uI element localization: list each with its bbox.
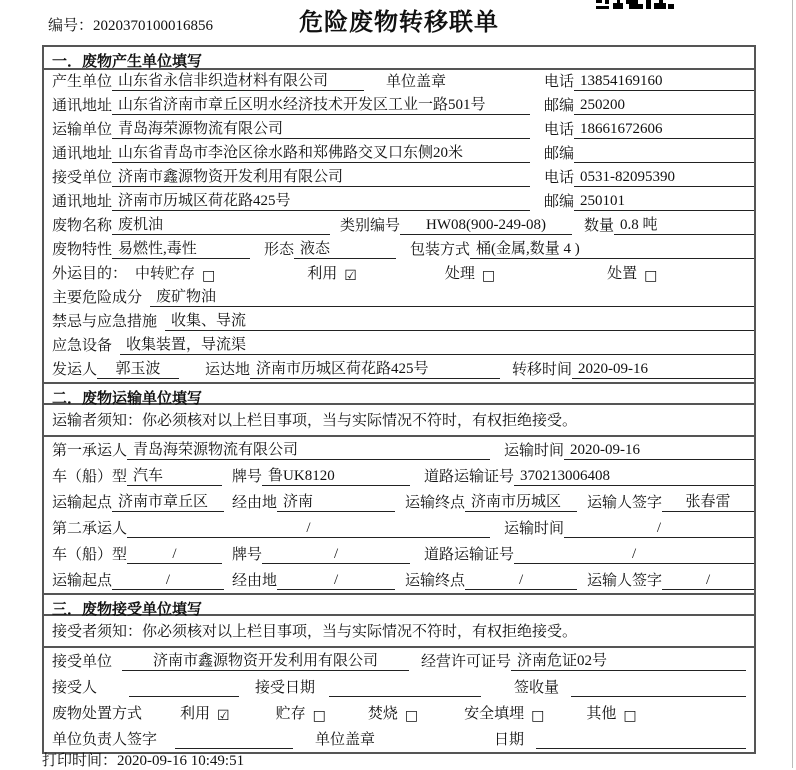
carrier-value: / <box>127 520 490 538</box>
waste-name-row <box>44 214 754 238</box>
license-label: 经营许可证号 <box>420 654 511 670</box>
origin-value: / <box>112 572 224 590</box>
transport-time-value: / <box>564 520 754 538</box>
waste-name-label: 废物名称 <box>52 218 113 234</box>
phone-label: 电话 <box>543 170 574 186</box>
receiver-notice: 接受者须知：你必须核对以上栏目事项，当与实际情况不符时，有权拒绝接受。 <box>44 616 754 648</box>
vehicle-row-1 <box>44 463 754 489</box>
zip-value: 250101 <box>574 193 754 211</box>
via-value: 济南 <box>277 490 395 512</box>
signed-qty-value <box>571 696 746 697</box>
receiver-value: 济南市鑫源物资开发利用有限公司 <box>112 165 530 187</box>
carrier-label: 第一承运人 <box>52 443 128 459</box>
checkbox-transfer-storage-icon: □ <box>202 268 216 284</box>
carrier-sign-label: 运输人签字 <box>587 573 663 589</box>
option-dispose: 处置 <box>607 266 638 282</box>
shipper-row <box>44 358 754 382</box>
acceptor-value <box>129 696 239 697</box>
purpose-row <box>44 262 754 286</box>
vehicle-row-2 <box>44 541 754 567</box>
vehicle-type-value: / <box>127 546 222 564</box>
vehicle-type-label: 车（船）型 <box>52 547 128 563</box>
phone-value: 0531-82095390 <box>574 169 754 187</box>
taboo-row <box>44 310 754 334</box>
license-value: 济南危证02号 <box>511 649 746 671</box>
address-value: 济南市历城区荷花路425号 <box>112 189 530 211</box>
endpoint-value: 济南市历城区 <box>465 490 577 512</box>
zip-value <box>574 162 754 163</box>
transport-time-label: 运输时间 <box>503 443 564 459</box>
page-edge-divider <box>792 0 793 768</box>
road-permit-value: / <box>514 546 754 564</box>
vehicle-type-value: 汽车 <box>127 464 222 486</box>
print-time <box>42 749 244 770</box>
vehicle-type-label: 车（船）型 <box>52 469 128 485</box>
checkbox-utilize-checked-icon: ☑ <box>344 268 357 284</box>
destination-value: 济南市历城区荷花路425号 <box>250 357 500 379</box>
hazard-value: 废矿物油 <box>150 285 754 307</box>
address-label: 通讯地址 <box>52 146 113 162</box>
waste-character-row <box>44 238 754 262</box>
date-value <box>536 748 746 749</box>
plate-value: 鲁UK8120 <box>262 464 410 486</box>
equipment-label: 应急设备 <box>52 338 113 354</box>
phone-value: 18661672606 <box>574 121 754 139</box>
checkbox-other-icon: □ <box>623 708 637 724</box>
endpoint-label: 运输终点 <box>405 573 466 589</box>
print-time-value: 2020-09-16 10:49:51 <box>117 753 245 769</box>
section-producer <box>44 47 754 382</box>
acceptor-label: 接受人 <box>52 680 98 696</box>
checkbox-dispose-icon: □ <box>644 268 658 284</box>
quantity-label: 数量 <box>584 218 615 234</box>
endpoint-label: 运输终点 <box>405 495 466 511</box>
option-treat: 处理 <box>444 266 475 282</box>
road-permit-value: 370213006408 <box>514 468 754 486</box>
form-value: 液态 <box>294 237 396 259</box>
address-label: 通讯地址 <box>52 98 113 114</box>
shipper-label: 发运人 <box>52 362 98 378</box>
option-transfer-storage: 中转贮存 <box>135 266 196 282</box>
origin-label: 运输起点 <box>52 495 113 511</box>
checkbox-treat-icon: □ <box>481 268 496 284</box>
equipment-value: 收集装置，导流渠 <box>120 333 754 355</box>
page-title: 危险废物转移联单 <box>299 10 499 36</box>
quantity-value: 0.8 吨 <box>614 213 754 235</box>
transporter-address-row <box>44 142 754 166</box>
producer-value: 山东省永信非织造材料有限公司 <box>112 69 364 91</box>
phone-label: 电话 <box>543 74 574 90</box>
carrier-sign-value: / <box>662 572 754 590</box>
checkbox-utilize-checked-icon: ☑ <box>217 708 230 724</box>
serial-label: 编号： <box>48 18 94 34</box>
address-label: 通讯地址 <box>52 194 113 210</box>
category-value: HW08(900-249-08) <box>400 217 572 235</box>
road-permit-label: 道路运输证号 <box>424 469 515 485</box>
unit-seal-label: 单位盖章 <box>315 732 376 748</box>
zip-value: 250200 <box>574 97 754 115</box>
shipper-value: 郭玉波 <box>97 357 179 379</box>
print-time-label: 打印时间： <box>42 753 118 769</box>
accept-date-value <box>329 696 481 697</box>
origin-label: 运输起点 <box>52 573 113 589</box>
carrier-sign-label: 运输人签字 <box>587 495 663 511</box>
via-value: / <box>277 572 395 590</box>
signed-qty-label: 签收量 <box>513 680 559 696</box>
transfer-time-label: 转移时间 <box>512 362 573 378</box>
date-label: 日期 <box>493 732 524 748</box>
destination-label: 运达地 <box>205 362 251 378</box>
transporter-row <box>44 118 754 142</box>
transfer-time-value: 2020-09-16 <box>572 361 754 379</box>
checkbox-incinerate-icon: □ <box>404 708 419 724</box>
disposal-method-label: 废物处置方式 <box>52 706 143 722</box>
address-value: 山东省青岛市李沧区徐水路和郑佛路交叉口东侧20米 <box>112 141 530 163</box>
accept-unit-value: 济南市鑫源物资开发利用有限公司 <box>122 649 409 671</box>
transporter-notice: 运输者须知：你必须核对以上栏目事项，当与实际情况不符时，有权拒绝接受。 <box>44 405 754 437</box>
option-incinerate: 焚烧 <box>367 706 398 722</box>
route-row-2 <box>44 567 754 593</box>
section2-title: 二．废物运输单位填写 <box>44 382 754 405</box>
taboo-label: 禁忌与应急措施 <box>52 314 158 330</box>
road-permit-label: 道路运输证号 <box>424 547 515 563</box>
transport-time-label: 运输时间 <box>503 521 564 537</box>
transport-time-value: 2020-09-16 <box>564 442 754 460</box>
carrier-label: 第二承运人 <box>52 521 128 537</box>
carrier-value: 青岛海荣源物流有限公司 <box>127 438 490 460</box>
section3-title: 三．废物接受单位填写 <box>44 593 754 616</box>
route-row-1 <box>44 489 754 515</box>
producer-row <box>44 70 754 94</box>
zip-label: 邮编 <box>543 146 574 162</box>
phone-label: 电话 <box>543 122 574 138</box>
address-value: 山东省济南市章丘区明水经济技术开发区工业一路501号 <box>112 93 530 115</box>
first-carrier-row <box>44 437 754 463</box>
carrier-sign-value: 张春雷 <box>662 490 754 512</box>
equipment-row <box>44 334 754 358</box>
zip-label: 邮编 <box>543 194 574 210</box>
receiver-row <box>44 166 754 190</box>
option-landfill: 安全填埋 <box>464 706 525 722</box>
character-label: 废物特性 <box>52 242 113 258</box>
accept-unit-row <box>44 648 754 674</box>
responsible-sign-label: 单位负责人签字 <box>52 732 158 748</box>
checkbox-store-icon: □ <box>312 708 326 724</box>
zip-label: 邮编 <box>543 98 574 114</box>
waste-name-value: 废机油 <box>112 213 330 235</box>
via-label: 经由地 <box>232 573 278 589</box>
origin-value: 济南市章丘区 <box>112 490 224 512</box>
purpose-label: 外运目的： <box>52 266 128 282</box>
manifest-form <box>42 45 756 754</box>
producer-address-row <box>44 94 754 118</box>
category-label: 类别编号 <box>340 218 401 234</box>
plate-value: / <box>262 546 410 564</box>
hazard-row <box>44 286 754 310</box>
taboo-value: 收集、导流 <box>165 309 754 331</box>
hazard-label: 主要危险成分 <box>52 290 143 306</box>
plate-label: 牌号 <box>232 547 263 563</box>
section-receiver <box>44 593 754 752</box>
form-label: 形态 <box>264 242 295 258</box>
disposal-method-row <box>44 700 754 726</box>
second-carrier-row <box>44 515 754 541</box>
option-other: 其他 <box>586 706 617 722</box>
receiver-address-row <box>44 190 754 214</box>
plate-label: 牌号 <box>232 469 263 485</box>
option-store: 贮存 <box>275 706 306 722</box>
accept-date-label: 接受日期 <box>255 680 316 696</box>
section1-title: 一．废物产生单位填写 <box>44 47 754 70</box>
packing-label: 包装方式 <box>410 242 471 258</box>
option-utilize: 利用 <box>180 706 211 722</box>
packing-value: 桶(金属,数量 4 ) <box>470 237 754 259</box>
phone-value: 13854169160 <box>574 73 754 91</box>
character-value: 易燃性,毒性 <box>112 237 250 259</box>
transporter-label: 运输单位 <box>52 122 113 138</box>
acceptor-row <box>44 674 754 700</box>
accept-unit-label: 接受单位 <box>52 654 113 670</box>
section-transport <box>44 382 754 593</box>
option-utilize: 利用 <box>307 266 338 282</box>
serial-value: 2020370100016856 <box>93 18 214 34</box>
receiver-label: 接受单位 <box>52 170 113 186</box>
checkbox-landfill-icon: □ <box>531 708 545 724</box>
endpoint-value: / <box>465 572 577 590</box>
producer-label: 产生单位 <box>52 74 113 90</box>
via-label: 经由地 <box>232 495 278 511</box>
seal-label: 单位盖章 <box>386 74 447 90</box>
transporter-value: 青岛海荣源物流有限公司 <box>112 117 530 139</box>
